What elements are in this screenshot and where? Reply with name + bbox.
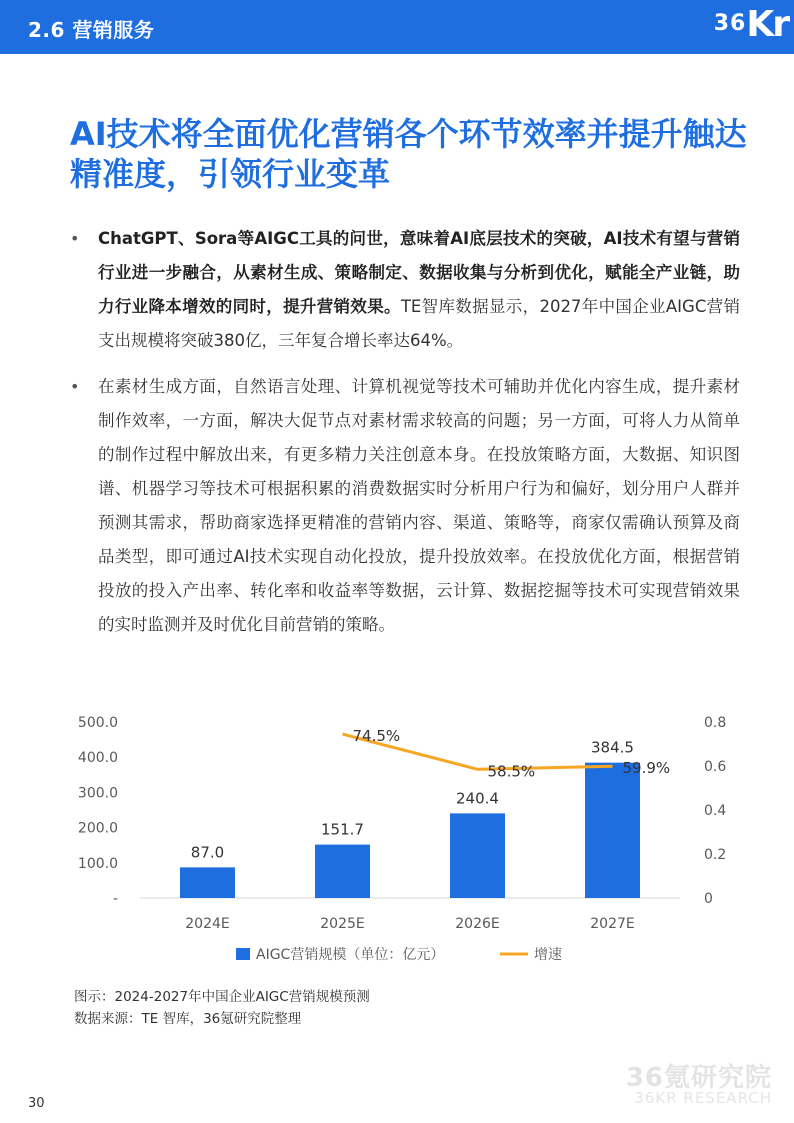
bullet-dot: • (70, 377, 80, 396)
bar (180, 867, 235, 898)
bullet-dot: • (70, 229, 80, 248)
header-bar (0, 0, 794, 54)
logo-number: 36 (713, 11, 747, 36)
section-title: 2.6 营销服务 (28, 18, 155, 42)
y-axis-right-tick-label: 0 (704, 891, 713, 907)
y-axis-left-tick-label: 300.0 (77, 785, 118, 802)
y-axis-right-tick-label: 0.4 (704, 803, 727, 819)
bullet-item-1 (70, 222, 740, 358)
bullet-bold-text: ChatGPT、Sora等AIGC工具的问世，意味着AI底层技术的突破，AI技术有望与营销行业进一步融合，从素材生成、策略制定、数据收集与分析到优化，赋能全产业链，助力行业降本增效的同时，提升营销效果。 (98, 229, 740, 316)
legend-bar-label: AIGC营销规模（单位：亿元） (256, 947, 445, 963)
y-axis-left-tick-label: 100.0 (77, 855, 118, 872)
data-source: 数据来源：TE 智库，36氪研究院整理 (74, 1011, 302, 1027)
line-data-label: 58.5% (487, 762, 536, 781)
bar (450, 813, 505, 898)
y-axis-right-tick-label: 0.2 (704, 847, 727, 863)
watermark-logo-en: 36KR RESEARCH (634, 1089, 772, 1107)
bullet-text: TE智库数据显示，2027年中国企业AIGC营销支出规模将突破380亿，三年复合增长率达64%。 (98, 297, 740, 350)
market-size-chart (60, 700, 760, 980)
page-number: 30 (28, 1096, 45, 1111)
bar (585, 763, 640, 898)
bullet-list (70, 222, 740, 654)
y-axis-left-tick-label: 500.0 (77, 715, 118, 731)
line-data-label: 74.5% (352, 727, 401, 746)
page-headline: AI技术将全面优化营销各个环节效率并提升触达精准度，引领行业变革 (70, 115, 747, 193)
figure-title: 图示：2024-2027年中国企业AIGC营销规模预测 (74, 989, 370, 1005)
bullet-text: 在素材生成方面，自然语言处理、计算机视觉等技术可辅助并优化内容生成，提升素材制作效率，一方面，解决大促节点对素材需求较高的问题；另一方面，可将人力从简单的制作过程中解放出来，有更多精力关注创意本身。在投放策略方面，大数据、知识图谱、机器学习等技术可根据积累的消费数据实时分析用户行为和偏好，划分用户人群并预测其需求，帮助商家选择更精准的营销内容、渠道、策略等，商家仅需确认预算及商品类型，即可通过AI技术实现自动化投放，提升投放效率。在投放优化方面，根据营销投放的投入产出率、转化率和收益率等数据，云计算、数据挖掘等技术可实现营销效果的实时监测并及时优化目前营销的策略。 (98, 377, 740, 634)
y-axis-left-tick-label: 200.0 (77, 820, 118, 837)
x-axis-tick-label: 2027E (590, 916, 635, 932)
brand-logo (714, 4, 788, 45)
bar-data-label: 87.0 (190, 843, 225, 862)
y-axis-right-tick-label: 0.6 (704, 759, 727, 775)
y-axis-left-tick-label: - (112, 891, 118, 907)
line-data-label: 59.9% (622, 759, 671, 778)
watermark-logo: 36氪研究院 (625, 1063, 772, 1093)
y-axis-right-tick-label: 0.8 (704, 715, 727, 731)
figure-caption (74, 986, 370, 1030)
legend-bar-swatch (236, 948, 250, 960)
x-axis-tick-label: 2026E (455, 916, 500, 932)
chart-svg (60, 700, 760, 980)
bar-data-label: 384.5 (591, 738, 634, 757)
logo-kr: Kr (746, 4, 788, 45)
bar-data-label: 240.4 (456, 789, 499, 808)
legend-line-label: 增速 (534, 947, 562, 963)
x-axis-tick-label: 2025E (320, 916, 365, 932)
x-axis-tick-label: 2024E (185, 916, 230, 932)
y-axis-left-tick-label: 400.0 (77, 750, 118, 767)
bullet-item-2 (70, 370, 740, 642)
bar (315, 845, 370, 898)
bar-data-label: 151.7 (321, 820, 364, 839)
